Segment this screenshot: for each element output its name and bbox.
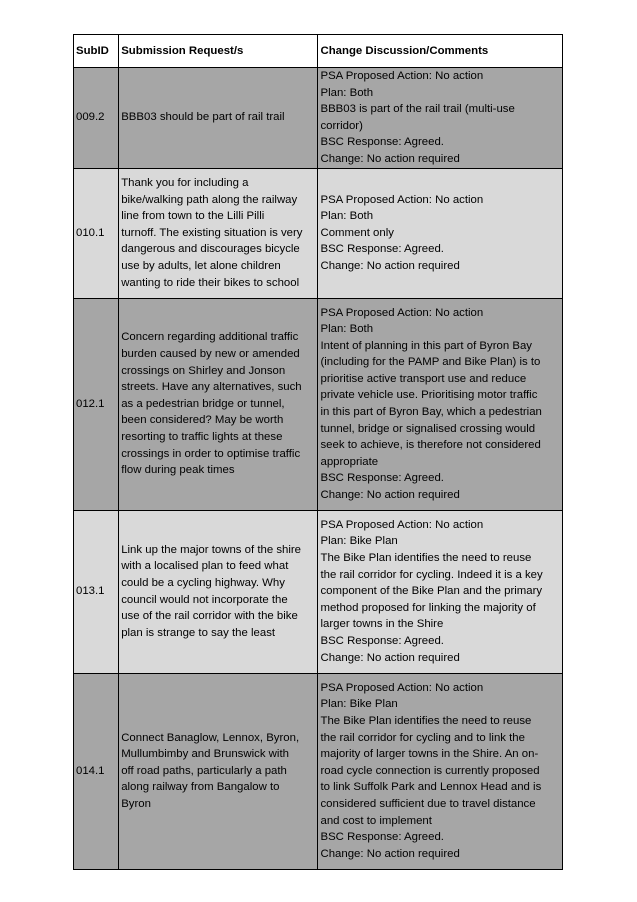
comment-line: road cycle connection is currently proposed (320, 764, 540, 777)
cell-subid: 010.1 (74, 168, 119, 298)
comment-line: Plan: Both (320, 86, 374, 99)
comment-line: majority of larger towns in the Shire. An on- (320, 748, 539, 761)
request-line: Byron (121, 797, 151, 810)
request-line: Connect Banaglow, Lennox, Byron, (121, 731, 300, 744)
header-subid: SubID (74, 35, 119, 68)
comment-line: BSC Response: Agreed. (320, 831, 444, 844)
cell-comments (318, 68, 563, 169)
request-line: crossings in order to optimise traffic (121, 447, 301, 460)
cell-request (119, 68, 318, 169)
request-line: been considered? May be worth (121, 414, 284, 427)
cell-subid: 013.1 (74, 510, 119, 673)
comment-line: Change: No action required (320, 847, 460, 860)
request-line: with a localised plan to feed what (121, 560, 289, 573)
comment-line: the rail corridor for cycling and to link the (320, 731, 525, 744)
cell-request (119, 298, 318, 510)
comment-line: Change: No action required (320, 152, 460, 165)
request-line: bike/walking path along the railway (121, 193, 298, 206)
cell-comments (318, 510, 563, 673)
header-row (74, 35, 563, 68)
comment-line: Plan: Both (320, 323, 374, 336)
comment-line: the rail corridor for cycling. Indeed it is a key (320, 568, 543, 581)
comment-line: Change: No action required (320, 259, 460, 272)
request-line: council would not incorporate the (121, 593, 288, 606)
request-line: use by adults, let alone children (121, 259, 281, 272)
cell-request (119, 510, 318, 673)
comment-line: Change: No action required (320, 651, 460, 664)
cell-request (119, 673, 318, 869)
submissions-table (73, 34, 563, 870)
comment-line: The Bike Plan identifies the need to reuse (320, 714, 532, 727)
header-request: Submission Request/s (119, 35, 318, 68)
comment-line: PSA Proposed Action: No action (320, 193, 484, 206)
request-line: along railway from Bangalow to (121, 781, 280, 794)
request-line: plan is strange to say the least (121, 626, 276, 639)
comment-line: BBB03 is part of the rail trail (multi-use (320, 103, 515, 116)
cell-request (119, 168, 318, 298)
comment-line: component of the Bike Plan and the primary (320, 585, 543, 598)
cell-comments (318, 298, 563, 510)
request-line: burden caused by new or amended (121, 347, 300, 360)
request-line: resorting to traffic lights at these (121, 430, 283, 443)
header-comments: Change Discussion/Comments (318, 35, 563, 68)
request-line: use of the rail corridor with the bike (121, 610, 298, 623)
request-line: turnoff. The existing situation is very (121, 226, 303, 239)
cell-comments (318, 673, 563, 869)
cell-comments (318, 168, 563, 298)
comment-line: (including for the PAMP and Bike Plan) is to (320, 356, 541, 369)
comment-line: Intent of planning in this part of Byron Bay (320, 339, 532, 352)
table-row (74, 298, 563, 510)
comment-line: considered sufficient due to travel distance (320, 797, 536, 810)
comment-line: larger towns in the Shire (320, 618, 444, 631)
request-line: dangerous and discourages bicycle (121, 243, 300, 256)
request-line: line from town to the Lilli Pilli (121, 210, 265, 223)
comment-line: Plan: Bike Plan (320, 535, 398, 548)
comment-line: Change: No action required (320, 489, 460, 502)
comment-line: tunnel, bridge or signalised crossing would (320, 422, 536, 435)
comment-line: Plan: Both (320, 210, 374, 223)
comment-line: BSC Response: Agreed. (320, 635, 444, 648)
comment-line: BSC Response: Agreed. (320, 136, 444, 149)
comment-line: Comment only (320, 226, 394, 239)
comment-line: PSA Proposed Action: No action (320, 70, 484, 82)
request-line: Concern regarding additional traffic (121, 331, 299, 344)
comment-line: PSA Proposed Action: No action (320, 306, 484, 319)
cell-subid: 009.2 (74, 68, 119, 169)
comment-line: in this part of Byron Bay, which a pedestrian (320, 406, 542, 419)
request-line: Thank you for including a (121, 176, 249, 189)
request-line: crossings on Shirley and Jonson (121, 364, 286, 377)
request-line: Mullumbimby and Brunswick with (121, 748, 289, 761)
comment-line: PSA Proposed Action: No action (320, 681, 484, 694)
comment-line: prioritise active transport use and reduce (320, 372, 527, 385)
request-line: wanting to ride their bikes to school (121, 276, 300, 289)
comment-line: private vehicle use. Prioritising motor traffic (320, 389, 538, 402)
cell-subid: 014.1 (74, 673, 119, 869)
cell-subid: 012.1 (74, 298, 119, 510)
comment-line: corridor) (320, 119, 363, 132)
comment-line: seek to achieve, is therefore not considered (320, 439, 541, 452)
comment-line: BSC Response: Agreed. (320, 243, 444, 256)
request-line: could be a cycling highway. Why (121, 576, 285, 589)
table-row (74, 168, 563, 298)
comment-line: PSA Proposed Action: No action (320, 518, 484, 531)
table-row (74, 68, 563, 169)
request-line: BBB03 should be part of rail trail (121, 111, 285, 124)
comment-line: appropriate (320, 455, 379, 468)
request-line: as a pedestrian bridge or tunnel, (121, 397, 285, 410)
comment-line: method proposed for linking the majority of (320, 601, 536, 614)
comment-line: Plan: Bike Plan (320, 698, 398, 711)
table-row (74, 673, 563, 869)
comment-line: and cost to implement (320, 814, 432, 827)
request-line: Link up the major towns of the shire (121, 543, 302, 556)
comment-line: The Bike Plan identifies the need to reuse (320, 552, 532, 565)
request-line: flow during peak times (121, 464, 235, 477)
table-row (74, 510, 563, 673)
request-line: off road paths, particularly a path (121, 764, 287, 777)
request-line: streets. Have any alternatives, such (121, 381, 302, 394)
comment-line: to link Suffolk Park and Lennox Head and is (320, 781, 542, 794)
comment-line: BSC Response: Agreed. (320, 472, 444, 485)
